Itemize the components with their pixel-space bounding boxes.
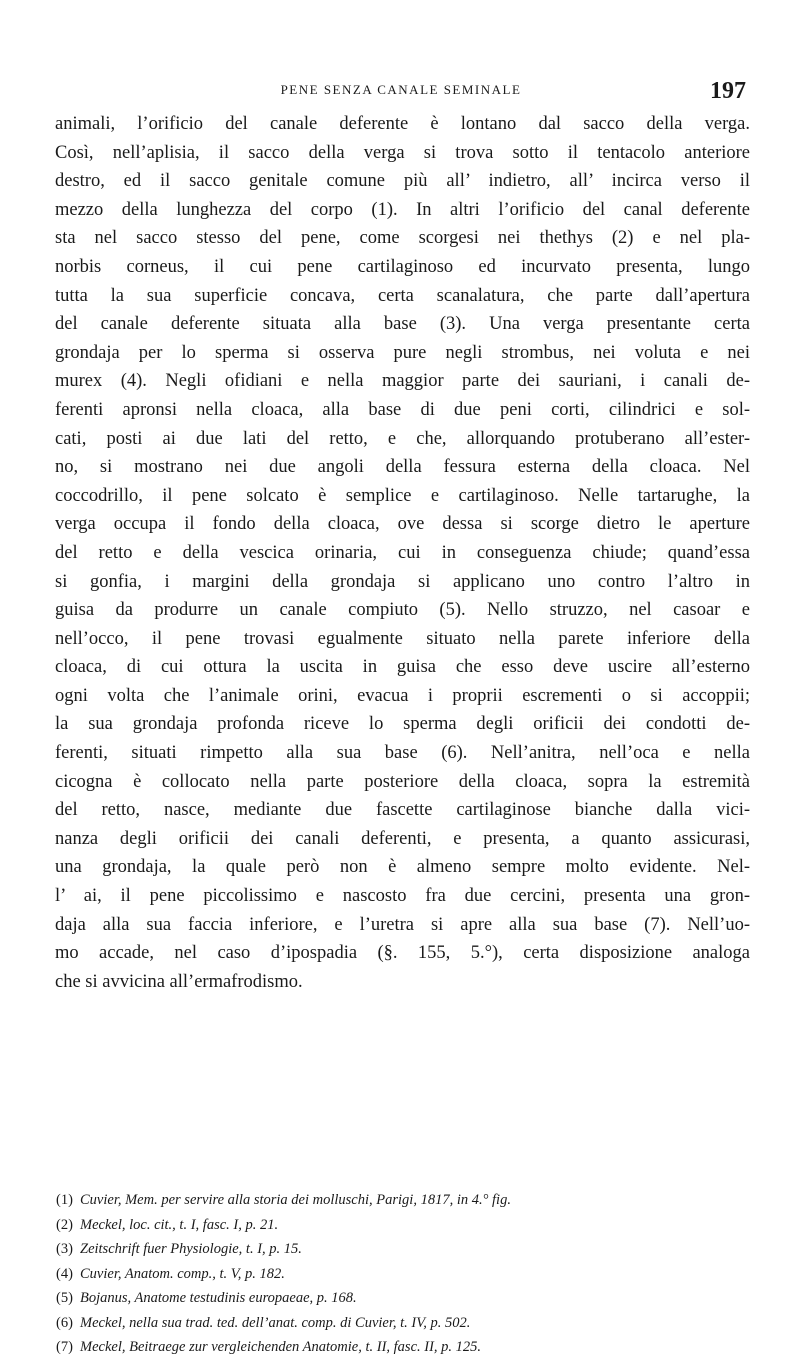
text-line: grondaja per lo sperma si osserva pure negli strombus, nei voluta e nei (55, 342, 750, 363)
text-line: cloaca, di cui ottura la uscita in guisa che esso deve uscire all’esterno (55, 657, 750, 678)
text-line: tutta la sua superficie concava, certa scanalatura, che parte dall’apertura (55, 285, 750, 306)
text-line: destro, ed il sacco genitale comune più all’ indietro, all’ incirca verso il (55, 171, 750, 192)
footnote (56, 1262, 750, 1287)
footnote (56, 1237, 750, 1262)
text-line: ferenti apronsi nella cloaca, alla base di due peni corti, cilindrici e sol- (55, 399, 750, 420)
footnote (56, 1286, 750, 1311)
text-line: daja alla sua faccia inferiore, e l’uretra si apre alla sua base (7). Nell’uo- (55, 914, 750, 935)
footnote (56, 1188, 750, 1213)
text-line: che si avvicina all’ermafrodismo. (55, 971, 303, 992)
text-line: nanza degli orificii dei canali deferenti, e presenta, a quanto assicurasi, (55, 828, 750, 849)
body-text (55, 110, 750, 996)
text-line: del canale deferente situata alla base (3). Una verga presentante certa (55, 314, 750, 335)
text-line: una grondaja, la quale però non è almeno sempre molto evidente. Nel- (55, 857, 750, 878)
running-title: PENE SENZA CANALE SEMINALE (280, 82, 522, 97)
text-line: murex (4). Negli ofidiani e nella maggior parte dei sauriani, i canali de- (55, 371, 750, 392)
text-line: si gonfia, i margini della grondaja si applicano uno contro l’altro in (55, 571, 750, 592)
footnote-number: (7) (56, 1339, 73, 1355)
footnotes (56, 1188, 750, 1360)
footnote-number: (4) (56, 1265, 73, 1282)
text-line: del retto e della vescica orinaria, cui in conseguenza chiude; quand’essa (55, 542, 750, 563)
footnote-text: Cuvier, Mem. per servire alla storia dei molluschi, Parigi, 1817, in 4.° fig. (80, 1192, 511, 1208)
footnote-number: (2) (56, 1216, 73, 1233)
text-line: coccodrillo, il pene solcato è semplice e cartilaginoso. Nelle tartarughe, la (55, 485, 750, 506)
footnote-text: Meckel, loc. cit., t. I, fasc. I, p. 21. (80, 1216, 279, 1233)
text-line: cati, posti ai due lati del retto, e che, allorquando protuberano all’ester- (55, 428, 750, 449)
footnote-number: (6) (56, 1314, 73, 1331)
text-line: nell’occo, il pene trovasi egualmente situato nella parete inferiore della (55, 628, 750, 649)
text-line: norbis corneus, il cui pene cartilaginoso ed incurvato presenta, lungo (55, 256, 750, 277)
text-line: mezzo della lunghezza del corpo (1). In altri l’orificio del canal deferente (55, 199, 750, 220)
text-line: ogni volta che l’animale orini, evacua i proprii escrementi o si accoppii; (55, 685, 750, 706)
text-line: l’ ai, il pene piccolissimo e nascosto fra due cercini, presenta una gron- (55, 886, 750, 907)
text-line: Così, nell’aplisia, il sacco della verga si trova sotto il tentacolo anteriore (55, 142, 750, 163)
text-line: guisa da produrre un canale compiuto (5). Nello struzzo, nel casoar e (55, 600, 750, 621)
footnote-text: Cuvier, Anatom. comp., t. V, p. 182. (80, 1265, 285, 1282)
footnote (56, 1335, 750, 1360)
text-line: mo accade, nel caso d’ipospadia (§. 155, 5.°), certa disposizione analoga (55, 943, 750, 964)
footnote-text: Bojanus, Anatome testudinis europaeae, p. 168. (80, 1290, 357, 1306)
footnote-number: (1) (56, 1192, 73, 1208)
text-line: verga occupa il fondo della cloaca, ove dessa si scorge dietro le aperture (55, 514, 750, 535)
text-line: animali, l’orificio del canale deferente è lontano dal sacco della verga. (55, 114, 750, 134)
text-line: ferenti, situati rimpetto alla sua base (6). Nell’anitra, nell’oca e nella (55, 743, 750, 764)
text-line: sta nel sacco stesso del pene, come scorgesi nei thethys (2) e nel pla- (55, 228, 750, 249)
footnote (56, 1213, 750, 1238)
footnote (56, 1311, 750, 1336)
footnote-text: Meckel, nella sua trad. ted. dell’anat. comp. di Cuvier, t. IV, p. 502. (80, 1314, 471, 1331)
running-head (56, 78, 746, 104)
footnote-number: (3) (56, 1241, 73, 1257)
text-line: no, si mostrano nei due angoli della fessura esterna della cloaca. Nel (55, 457, 750, 478)
footnote-text: Meckel, Beitraege zur vergleichenden Anatomie, t. II, fasc. II, p. 125. (80, 1339, 482, 1355)
text-line: cicogna è collocato nella parte posteriore della cloaca, sopra la estremità (55, 771, 750, 792)
page-number: 197 (710, 78, 746, 104)
footnote-text: Zeitschrift fuer Physiologie, t. I, p. 15. (80, 1241, 302, 1257)
text-line: del retto, nasce, mediante due fascette cartilaginose bianche dalla vici- (55, 800, 750, 821)
footnote-number: (5) (56, 1290, 73, 1306)
text-line: la sua grondaja profonda riceve lo sperma degli orificii dei condotti de- (55, 714, 750, 735)
